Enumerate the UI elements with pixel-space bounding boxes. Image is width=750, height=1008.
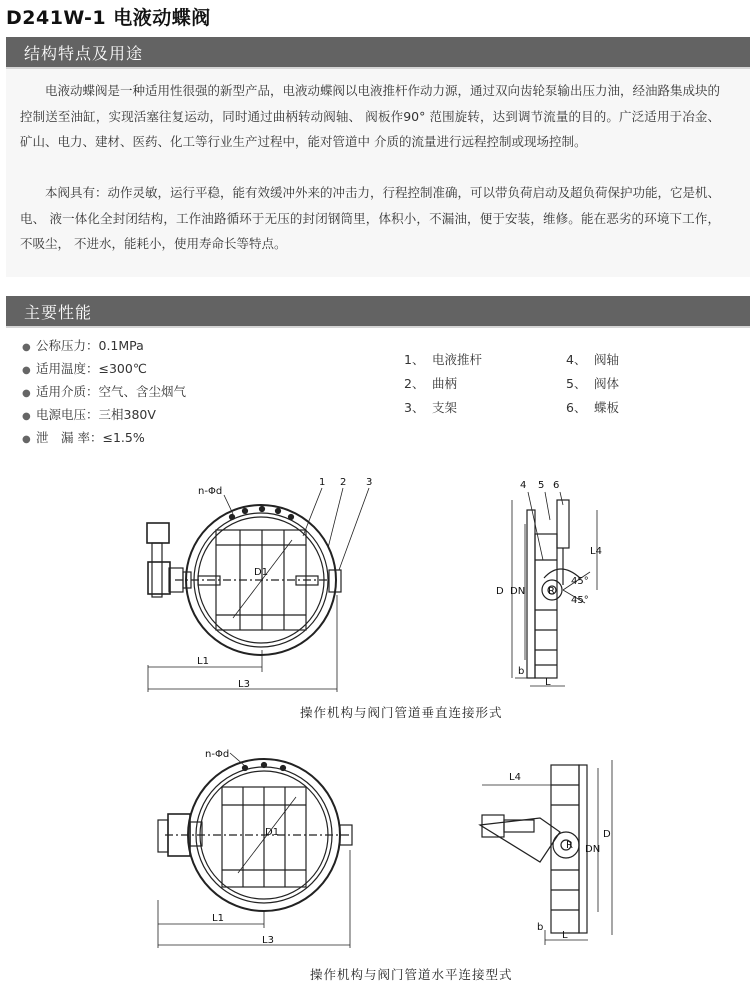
label-d1: D1 [254, 567, 269, 578]
bullet-icon: ● [22, 434, 31, 445]
part-item: 1、 电液推杆 [404, 352, 483, 367]
label-l4: L4 [509, 772, 521, 783]
part-item: 2、 曲柄 [404, 376, 458, 391]
label-l3: L3 [262, 935, 274, 946]
section-header-performance [6, 296, 750, 328]
label-nphid: n-Φd [205, 749, 230, 760]
spec-item: ● 公称压力：0.1MPa [22, 334, 186, 357]
label-b: b [518, 666, 525, 677]
bullet-icon: ● [22, 411, 31, 422]
label-b: b [537, 922, 544, 933]
description-paragraph-2: 本阀具有：动作灵敏，运行平稳，能有效缓冲外来的冲击力，行程控制准确，可以带负荷启动及超负荷保护功能，它是机、电、 液一体化全封闭结构，工作油路循环于无压的封闭钢筒里，体积小，不漏油，便于安装，维修。能在恶劣的环境下工作，不吸尘， 不进水，能耗小，使用寿命长等特点。 [20, 185, 721, 251]
label-angle-1: 45° [571, 576, 589, 587]
parts-list-column-1 [404, 348, 482, 420]
label-d: D [603, 829, 611, 840]
label-d: D [496, 586, 504, 597]
label-part-1: 1 [319, 477, 326, 488]
label-part-2: 2 [340, 477, 347, 488]
spec-item: ● 电源电压：三相380V [22, 403, 186, 426]
label-part-3: 3 [366, 477, 373, 488]
label-l: L [545, 677, 551, 688]
label-angle-2: 45° [571, 595, 589, 606]
label-r: R [566, 840, 573, 851]
front-view-horizontal [158, 753, 352, 948]
caption-vertical-connection: 操作机构与阀门管道垂直连接形式 [300, 705, 503, 720]
label-l3: L3 [238, 679, 250, 690]
valve-technical-drawing [0, 460, 750, 1008]
section-heading: 主要性能 [24, 303, 93, 322]
section-header-structure [6, 37, 750, 69]
caption-horizontal-connection: 操作机构与阀门管道水平连接型式 [310, 967, 513, 982]
part-item: 5、 阀体 [566, 376, 620, 391]
section-heading: 结构特点及用途 [24, 44, 144, 63]
spec-item: ● 泄 漏 率：≤1.5% [22, 426, 186, 449]
label-l4: L4 [590, 546, 602, 557]
parts-list-column-2 [566, 348, 619, 420]
label-l1: L1 [197, 656, 209, 667]
label-nphid: n-Φd [198, 486, 223, 497]
label-dn: DN [585, 844, 601, 855]
part-item: 4、 阀轴 [566, 352, 620, 367]
bullet-icon: ● [22, 342, 31, 353]
spec-item: ● 适用介质：空气、含尘烟气 [22, 380, 186, 403]
label-d1: D1 [265, 827, 280, 838]
label-l1: L1 [212, 913, 224, 924]
spec-item: ● 适用温度：≤300℃ [22, 357, 186, 380]
label-part-5: 5 [538, 480, 545, 491]
label-dn: DN [510, 586, 526, 597]
label-r: R [548, 586, 555, 597]
page-title: D241W-1 电液动蝶阀 [6, 7, 211, 29]
label-part-4: 4 [520, 480, 527, 491]
bullet-icon: ● [22, 365, 31, 376]
label-part-6: 6 [553, 480, 560, 491]
part-item: 6、 蝶板 [566, 400, 620, 415]
spec-list [22, 334, 186, 449]
front-view-vertical [147, 488, 369, 692]
description-paragraph-1: 电液动蝶阀是一种适用性很强的新型产品，电液动蝶阀以电液推杆作动力源，通过双向齿轮泵输出压力油，经油路集成块的控制送至油缸，实现活塞往复运动，同时通过曲柄转动阀轴、 阀板作90° 范围旋转，达到调节流量的目的。广泛适用于冶金、矿山、电力、建材、医药、化工等行业生产过程中，能对管道中 介质的流量进行远程控制或现场控制。 [20, 83, 721, 149]
label-l: L [562, 930, 568, 941]
bullet-icon: ● [22, 388, 31, 399]
part-item: 3、 支架 [404, 400, 458, 415]
